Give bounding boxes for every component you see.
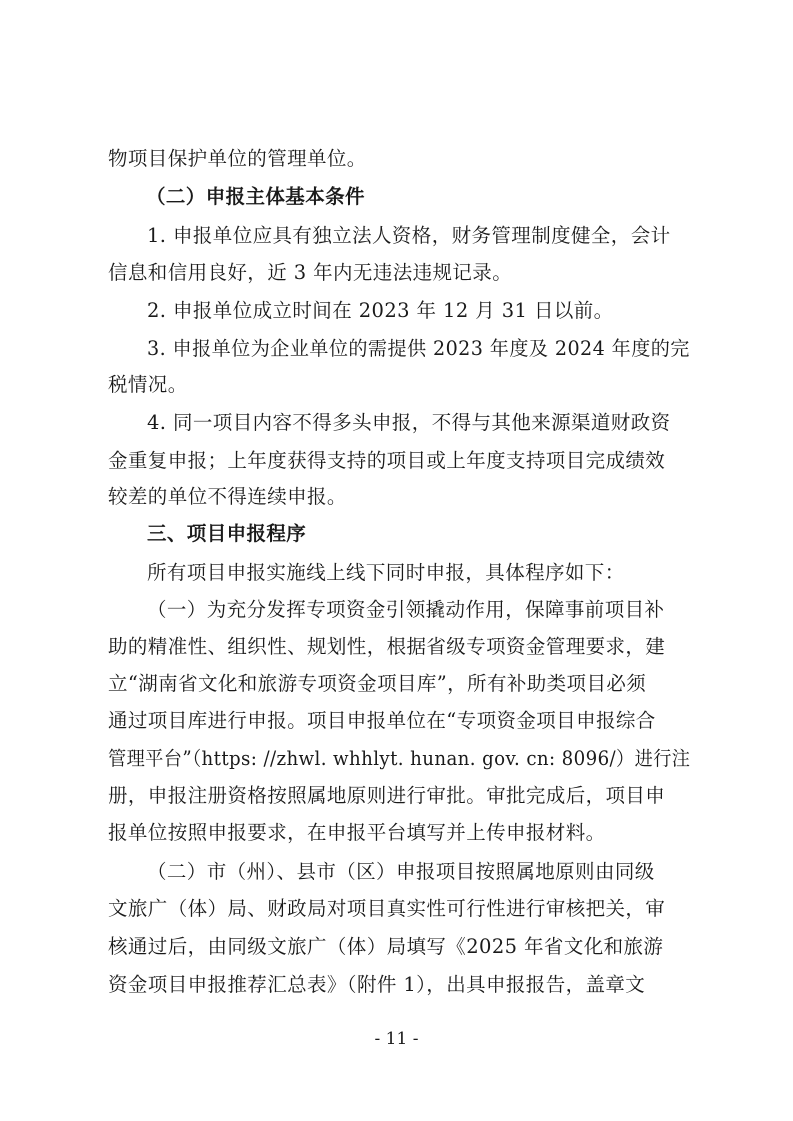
body-text-line: 信息和信用良好，近 3 年内无违法违规记录。: [108, 261, 513, 284]
section-heading: 三、项目申报程序: [147, 522, 307, 545]
body-text-line: 2. 申报单位成立时间在 2023 年 12 月 31 日以前。: [147, 299, 614, 322]
body-text-line: （一）为充分发挥专项资金引领撬动作用，保障事前项目补: [147, 598, 665, 621]
body-text-line: 助的精准性、组织性、规划性，根据省级专项资金管理要求，建: [108, 635, 666, 658]
body-text-line: 资金项目申报推荐汇总表》（附件 1），出具申报报告，盖章文: [108, 973, 646, 996]
body-text-line: 册，申报注册资格按照属地原则进行审批。审批完成后，项目申: [108, 784, 666, 807]
body-text-line: 通过项目库进行申报。项目申报单位在“专项资金项目申报综合: [108, 709, 656, 732]
body-text-line: 物项目保护单位的管理单位。: [108, 147, 367, 170]
body-text-line: 立“湖南省文化和旅游专项资金项目库”，所有补助类项目必须: [108, 672, 647, 695]
body-text-line: （二）市（州）、县市（区）申报项目按照属地原则由同级: [147, 860, 655, 883]
body-text-line: 文旅广（体）局、财政局对项目真实性可行性进行审核把关，审: [108, 897, 666, 920]
body-text-line: 所有项目申报实施线上线下同时申报，具体程序如下：: [147, 561, 625, 584]
body-text-line: 管理平台”（https: //zhwl. whhlyt. hunan. gov. cn: 8096/）进行注: [108, 747, 691, 770]
body-text-line: 4. 同一项目内容不得多头申报，不得与其他来源渠道财政资: [147, 411, 671, 434]
body-text-line: 金重复申报；上年度获得支持的项目或上年度支持项目完成绩效: [108, 449, 666, 472]
body-text-line: 报单位按照申报要求，在申报平台填写并上传申报材料。: [108, 821, 606, 844]
body-text-line: 税情况。: [108, 373, 188, 396]
body-text-line: 较差的单位不得连续申报。: [108, 485, 347, 508]
body-text-line: 核通过后，由同级文旅广（体）局填写《2025 年省文化和旅游: [108, 935, 664, 958]
page-number: - 11 -: [374, 1029, 419, 1049]
body-text-line: 1. 申报单位应具有独立法人资格，财务管理制度健全，会计: [147, 224, 671, 247]
section-subheading: （二）申报主体基本条件: [146, 185, 365, 208]
body-text-line: 3. 申报单位为企业单位的需提供 2023 年度及 2024 年度的完: [147, 337, 690, 360]
